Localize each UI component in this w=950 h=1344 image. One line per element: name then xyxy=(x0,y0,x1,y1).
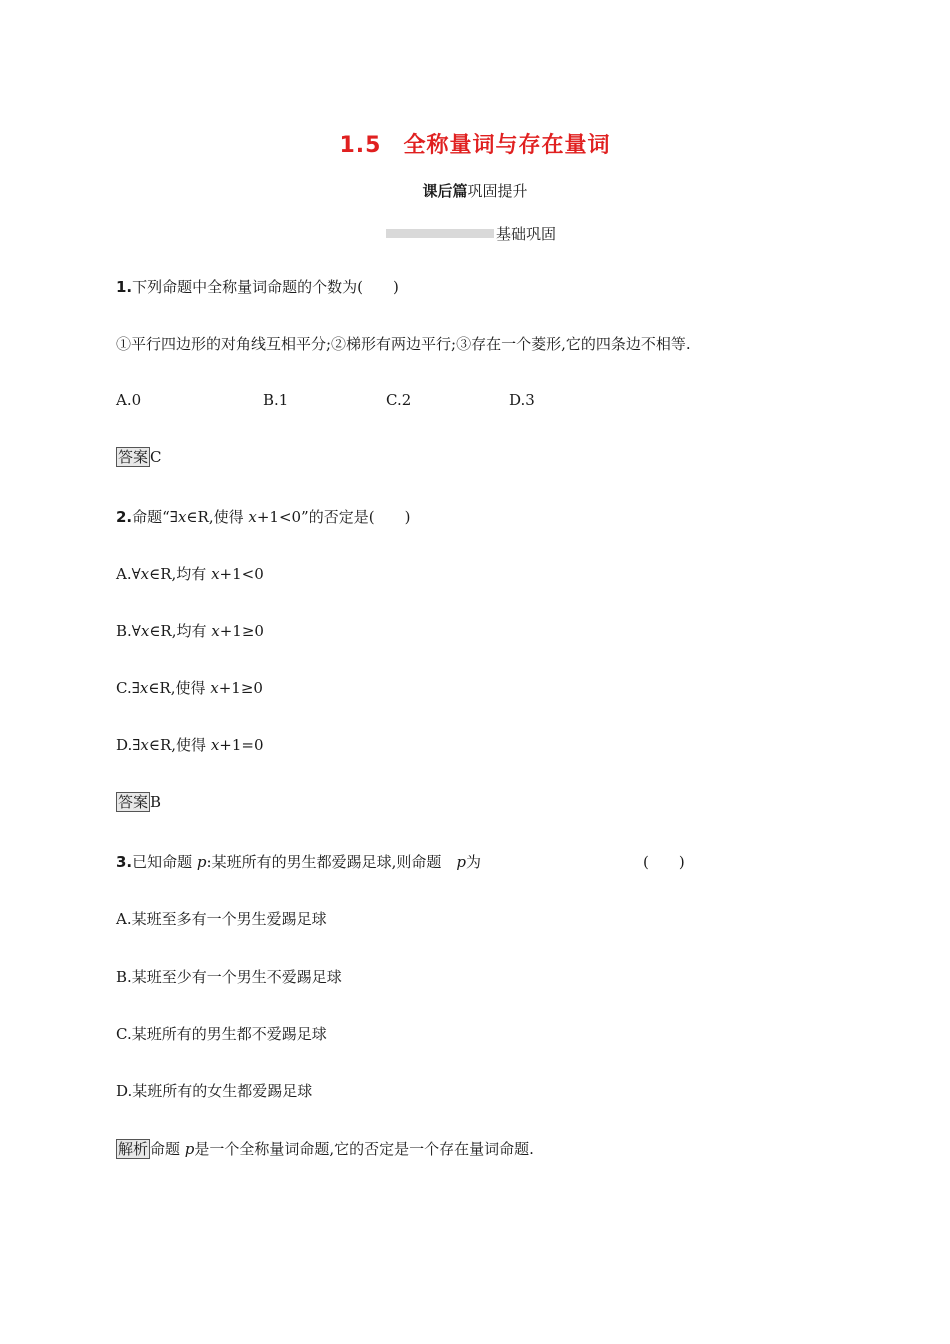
question-3-number: 3. xyxy=(116,853,133,871)
question-3 xyxy=(116,851,481,872)
subtitle-bold: 课后篇 xyxy=(422,182,468,200)
question-1-stem: 下列命题中全称量词命题的个数为( ) xyxy=(132,278,399,296)
q2-var: x xyxy=(211,622,220,640)
q1-answer-value: C xyxy=(150,448,162,466)
q3-stem-a: 已知命题 xyxy=(132,853,197,871)
q3-stem-c: 为 xyxy=(465,853,481,871)
q2-var: x xyxy=(210,679,219,697)
q2-option-c xyxy=(116,677,263,698)
section-bar xyxy=(386,229,494,238)
q2-option-a xyxy=(116,563,264,584)
q2-var: x xyxy=(177,508,187,526)
title-text: 全称量词与存在量词 xyxy=(403,133,611,158)
q3-var: p xyxy=(196,853,207,871)
q2-stem-b: ∈R,使得 xyxy=(186,508,249,526)
opt-pre: B.∀ xyxy=(116,622,141,640)
opt-mid: ∈R,使得 xyxy=(148,736,211,754)
q3-stem-b: :某班所有的男生都爱踢足球,则命题 xyxy=(206,853,457,871)
q3-answer-paren: ( ) xyxy=(643,853,685,871)
q3-option-d: D.某班所有的女生都爱踢足球 xyxy=(116,1082,313,1100)
q3-analysis-a: 命题 xyxy=(150,1140,185,1158)
q2-var: x xyxy=(140,622,150,640)
question-1-statements: ①平行四边形的对角线互相平分;②梯形有两边平行;③存在一个菱形,它的四条边不相等. xyxy=(116,335,691,353)
opt-mid: ∈R,使得 xyxy=(148,679,211,697)
question-1-number: 1. xyxy=(116,278,133,296)
opt-post: +1=0 xyxy=(219,736,264,754)
opt-pre: A.∀ xyxy=(116,565,141,583)
opt-pre: C.∃ xyxy=(116,679,140,697)
q3-analysis-b: 是一个全称量词命题,它的否定是一个存在量词命题. xyxy=(194,1140,534,1158)
q3-option-b: B.某班至少有一个男生不爱踢足球 xyxy=(116,968,342,986)
q2-stem-c: +1<0”的否定是( ) xyxy=(256,508,411,526)
section-heading xyxy=(386,223,556,244)
q2-answer-value: B xyxy=(150,793,162,811)
q2-var: x xyxy=(140,565,150,583)
section-number: 1.5 xyxy=(339,133,382,158)
question-1 xyxy=(116,276,399,297)
opt-pre: D.∃ xyxy=(116,736,141,754)
page-title xyxy=(0,128,950,159)
q3-option-c: C.某班所有的男生都不爱踢足球 xyxy=(116,1025,327,1043)
q2-var: x xyxy=(210,736,220,754)
q2-var: x xyxy=(211,565,220,583)
q3-var: p xyxy=(184,1140,195,1158)
q1-option-b: B.1 xyxy=(263,391,289,409)
q2-var: x xyxy=(248,508,257,526)
opt-mid: ∈R,均有 xyxy=(149,565,212,583)
q3-option-a: A.某班至多有一个男生爱踢足球 xyxy=(116,910,327,928)
q1-option-a: A.0 xyxy=(116,391,142,409)
question-2-number: 2. xyxy=(116,508,133,526)
analysis-tag: 解析 xyxy=(118,1140,149,1158)
subtitle xyxy=(0,180,950,201)
opt-post: +1≥0 xyxy=(219,622,264,640)
question-2 xyxy=(116,506,410,527)
q2-var: x xyxy=(139,679,149,697)
q2-stem-a: 命题“∃ xyxy=(132,508,178,526)
q2-answer xyxy=(116,792,161,812)
q3-var: p xyxy=(456,853,466,871)
section-label: 基础巩固 xyxy=(496,225,557,243)
q1-option-c: C.2 xyxy=(386,391,412,409)
q2-option-b xyxy=(116,620,264,641)
answer-tag: 答案 xyxy=(118,793,149,811)
answer-tag: 答案 xyxy=(118,448,149,466)
opt-post: +1≥0 xyxy=(218,679,263,697)
q1-answer xyxy=(116,447,162,467)
opt-post: +1<0 xyxy=(219,565,264,583)
q1-option-d: D.3 xyxy=(509,391,535,409)
q2-option-d xyxy=(116,734,264,755)
opt-mid: ∈R,均有 xyxy=(149,622,212,640)
subtitle-rest: 巩固提升 xyxy=(467,182,528,200)
q2-var: x xyxy=(140,736,149,754)
q3-analysis xyxy=(116,1138,534,1159)
